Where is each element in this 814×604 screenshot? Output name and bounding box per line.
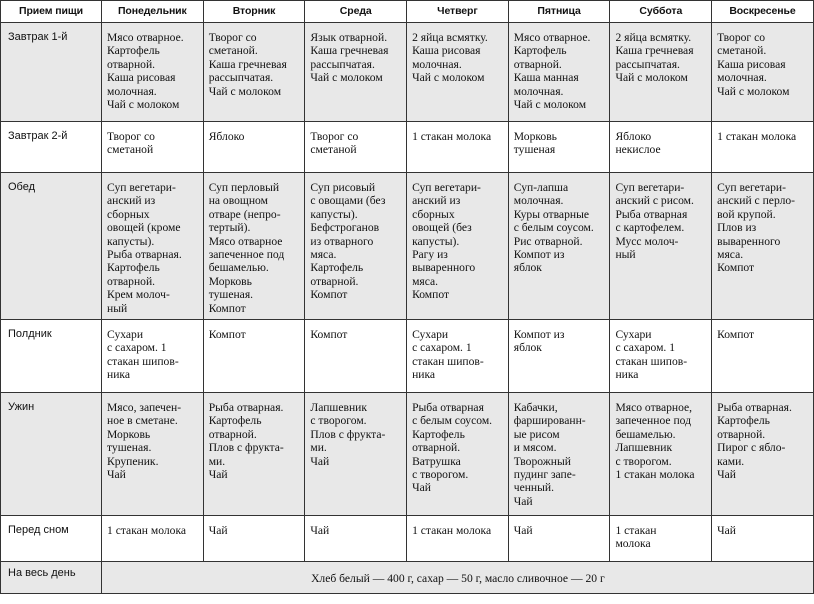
menu-cell: Компот из яблок bbox=[508, 320, 610, 393]
menu-cell: Компот bbox=[712, 320, 814, 393]
menu-cell: Чай bbox=[712, 516, 814, 562]
table-row bbox=[1, 393, 814, 516]
menu-cell: Творог со сметаной. Каша гречневая рассыпчатая. Чай с молоком bbox=[203, 23, 305, 122]
menu-cell: Суп вегетари- анский с рисом. Рыба отварная с картофелем. Мусс молоч- ный bbox=[610, 173, 712, 320]
header-monday: Понедельник bbox=[102, 1, 204, 23]
menu-cell: Суп-лапша молочная. Куры отварные с белым соусом. Рис отварной. Компот из яблок bbox=[508, 173, 610, 320]
meal-label: Завтрак 2-й bbox=[1, 122, 102, 173]
menu-cell: Мясо отварное. Картофель отварной. Каша манная молочная. Чай с молоком bbox=[508, 23, 610, 122]
menu-cell: 1 стакан молока bbox=[407, 122, 509, 173]
meal-label: Ужин bbox=[1, 393, 102, 516]
menu-cell: Рыба отварная с белым соусом. Картофель отварной. Ватрушка с творогом. Чай bbox=[407, 393, 509, 516]
menu-cell: Лапшевник с творогом. Плов с фрукта- ми. Чай bbox=[305, 393, 407, 516]
menu-cell: Яблоко некислое bbox=[610, 122, 712, 173]
menu-cell: Яблоко bbox=[203, 122, 305, 173]
menu-cell: Сухари с сахаром. 1 стакан шипов- ника bbox=[610, 320, 712, 393]
header-row bbox=[1, 1, 814, 23]
menu-cell: Творог со сметаной. Каша рисовая молочная. Чай с молоком bbox=[712, 23, 814, 122]
menu-cell: Компот bbox=[203, 320, 305, 393]
meal-label: Обед bbox=[1, 173, 102, 320]
header-wednesday: Среда bbox=[305, 1, 407, 23]
table-row bbox=[1, 173, 814, 320]
menu-cell: Мясо отварное, запеченное под бешамелью. Лапшевник с творогом. 1 стакан молока bbox=[610, 393, 712, 516]
header-tuesday: Вторник bbox=[203, 1, 305, 23]
menu-cell: 1 стакан молока bbox=[407, 516, 509, 562]
header-saturday: Суббота bbox=[610, 1, 712, 23]
menu-cell: 1 стакан молока bbox=[610, 516, 712, 562]
menu-cell: Кабачки, фаршированн- ые рисом и мясом. Творожный пудинг запе- ченный. Чай bbox=[508, 393, 610, 516]
menu-cell: Чай bbox=[508, 516, 610, 562]
menu-cell: 1 стакан молока bbox=[712, 122, 814, 173]
menu-cell: Суп вегетари- анский из сборных овощей (кроме капусты). Рыба отварная. Картофель отварной. Крем молоч- ный bbox=[102, 173, 204, 320]
daily-total-text: Хлеб белый — 400 г, сахар — 50 г, масло сливочное — 20 г bbox=[102, 562, 814, 594]
menu-cell: Творог со сметаной bbox=[102, 122, 204, 173]
menu-cell: Суп рисовый с овощами (без капусты). Бефстроганов из отварного мяса. Картофель отварной. Компот bbox=[305, 173, 407, 320]
header-meal: Прием пищи bbox=[1, 1, 102, 23]
menu-cell: Компот bbox=[305, 320, 407, 393]
menu-cell: Творог со сметаной bbox=[305, 122, 407, 173]
total-row bbox=[1, 562, 814, 594]
menu-cell: 1 стакан молока bbox=[102, 516, 204, 562]
total-label: На весь день bbox=[1, 562, 102, 594]
menu-cell: Суп вегетари- анский из сборных овощей (без капусты). Рагу из выварeнного мяса. Компот bbox=[407, 173, 509, 320]
meal-label: Завтрак 1-й bbox=[1, 23, 102, 122]
table-row bbox=[1, 516, 814, 562]
header-thursday: Четверг bbox=[407, 1, 509, 23]
menu-cell: Сухари с сахаром. 1 стакан шипов- ника bbox=[407, 320, 509, 393]
header-friday: Пятница bbox=[508, 1, 610, 23]
menu-cell: Суп вегетари- анский с перло- вой крупой. Плов из выварeнного мяса. Компот bbox=[712, 173, 814, 320]
menu-cell: Мясо, запечен- ное в сметане. Морковь тушеная. Крупеник. Чай bbox=[102, 393, 204, 516]
menu-cell: Рыба отварная. Картофель отварной. Пирог с ябло- ками. Чай bbox=[712, 393, 814, 516]
header-sunday: Воскресенье bbox=[712, 1, 814, 23]
menu-cell: Морковь тушеная bbox=[508, 122, 610, 173]
menu-cell: 2 яйца всмятку. Каша гречневая рассыпчатая. Чай с молоком bbox=[610, 23, 712, 122]
menu-cell: Чай bbox=[203, 516, 305, 562]
meal-label: Перед сном bbox=[1, 516, 102, 562]
table-row bbox=[1, 23, 814, 122]
table-row bbox=[1, 122, 814, 173]
menu-cell: Язык отварной. Каша гречневая рассыпчатая. Чай с молоком bbox=[305, 23, 407, 122]
menu-cell: Рыба отварная. Картофель отварной. Плов с фрукта- ми. Чай bbox=[203, 393, 305, 516]
menu-cell: Суп перловый на овощном отваре (непро- тертый). Мясо отварное запеченное под бешамелью. Морковь тушеная. Компот bbox=[203, 173, 305, 320]
table-row bbox=[1, 320, 814, 393]
meal-label: Полдник bbox=[1, 320, 102, 393]
menu-cell: Чай bbox=[305, 516, 407, 562]
menu-cell: 2 яйца всмятку. Каша рисовая молочная. Чай с молоком bbox=[407, 23, 509, 122]
menu-cell: Сухари с сахаром. 1 стакан шипов- ника bbox=[102, 320, 204, 393]
menu-cell: Мясо отварное. Картофель отварной. Каша рисовая молочная. Чай с молоком bbox=[102, 23, 204, 122]
